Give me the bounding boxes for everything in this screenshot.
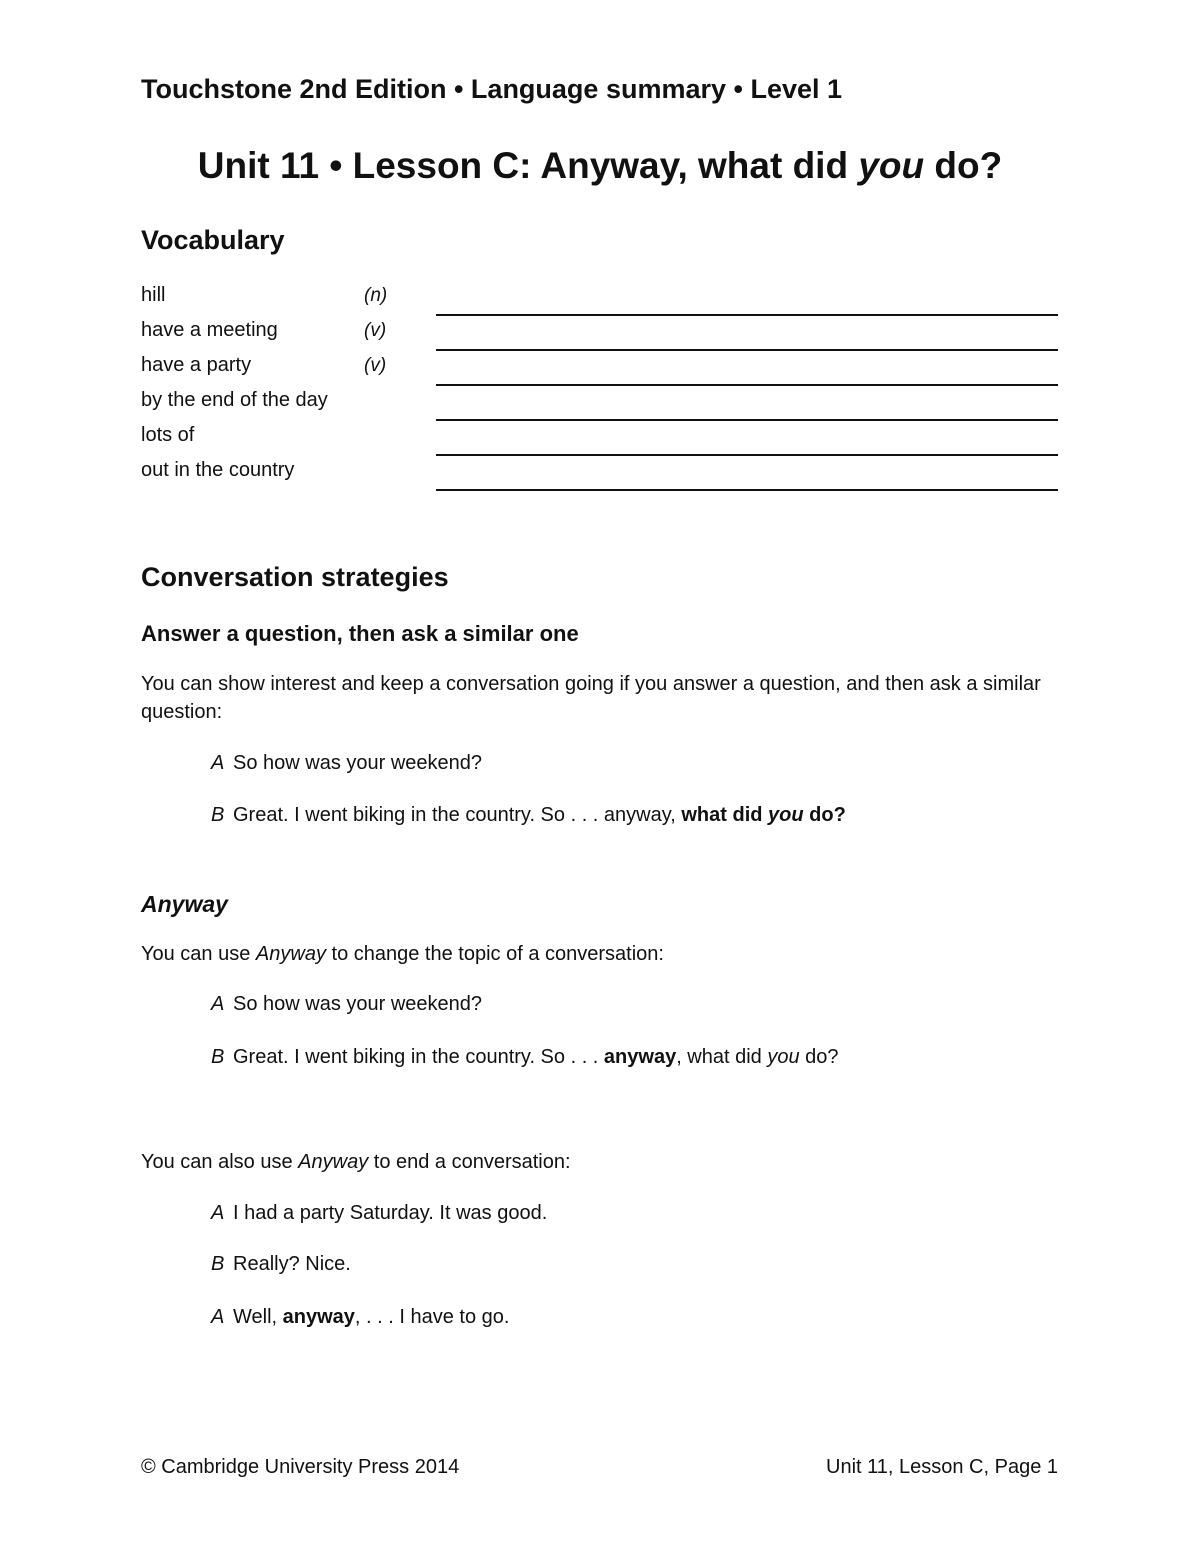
vocab-term: by the end of the day: [141, 389, 328, 411]
dialogue-bold-text: do?: [803, 804, 846, 826]
dialogue-bold-text: anyway: [282, 1306, 355, 1328]
dialogue-text: , what did: [676, 1046, 768, 1068]
intro-text: You can also use: [141, 1151, 299, 1173]
speaker-label: B: [211, 804, 225, 826]
vocab-term: hill: [141, 284, 166, 306]
dialogue-line: [211, 752, 482, 775]
dialogue-line: [211, 1306, 509, 1329]
title-part-1: Unit 11 • Lesson C: Anyway, what did: [197, 145, 859, 186]
dialogue-text: , . . . I have to go.: [354, 1306, 510, 1328]
dialogue-text: So how was your weekend?: [233, 993, 483, 1015]
footer-copyright: © Cambridge University Press 2014: [141, 1456, 460, 1478]
vocab-part-of-speech: (v): [364, 355, 387, 376]
vocab-term: out in the country: [141, 459, 295, 481]
dialogue-line: [211, 1253, 351, 1276]
dialogue-text: Great. I went biking in the country. So . . .: [233, 1046, 604, 1068]
dialogue-line: [211, 804, 846, 827]
strategy-2-heading: Anyway: [141, 891, 228, 917]
vocabulary-heading: Vocabulary: [141, 225, 285, 255]
speaker-label: A: [211, 1306, 225, 1328]
footer-page-reference: Unit 11, Lesson C, Page 1: [826, 1456, 1058, 1478]
running-head: Touchstone 2nd Edition • Language summary • Level 1: [141, 74, 843, 104]
vocab-part-of-speech: (n): [364, 285, 388, 306]
speaker-label: B: [211, 1253, 225, 1275]
dialogue-line: [211, 993, 482, 1016]
conversation-strategies-heading: Conversation strategies: [141, 562, 449, 592]
intro-italic-text: Anyway: [298, 1151, 369, 1173]
dialogue-line: [211, 1202, 547, 1225]
vocab-term: have a meeting: [141, 319, 278, 341]
vocab-answer-line[interactable]: [436, 349, 1058, 351]
speaker-label: A: [211, 993, 225, 1015]
intro-text: You can use: [141, 943, 256, 965]
dialogue-text: do?: [799, 1046, 839, 1068]
dialogue-bold-text: what did: [681, 804, 769, 826]
dialogue-text: I had a party Saturday. It was good.: [233, 1202, 548, 1224]
dialogue-text: Great. I went biking in the country. So . . . anyway,: [233, 804, 682, 826]
strategy-2-intro: [141, 940, 664, 968]
strategy-1-intro: You can show interest and keep a conversation going if you answer a question, and then ask a similar question:: [141, 673, 1041, 723]
intro-text: to end a conversation:: [368, 1151, 571, 1173]
strategy-2-intro-2: [141, 1148, 571, 1176]
speaker-label: A: [211, 752, 225, 774]
dialogue-bold-italic-text: you: [768, 804, 804, 826]
intro-text: to change the topic of a conversation:: [325, 943, 664, 965]
page-title: [0, 145, 1200, 187]
vocab-answer-line[interactable]: [436, 314, 1058, 316]
vocab-term: lots of: [141, 424, 195, 446]
dialogue-line: [211, 1046, 839, 1069]
speaker-label: A: [211, 1202, 225, 1224]
dialogue-text: Really? Nice.: [233, 1253, 351, 1275]
title-emphasis: you: [858, 145, 925, 186]
title-part-2: do?: [924, 145, 1003, 186]
speaker-label: B: [211, 1046, 225, 1068]
vocab-term: have a party: [141, 354, 252, 376]
intro-italic-text: Anyway: [255, 943, 326, 965]
dialogue-italic-text: you: [767, 1046, 800, 1068]
dialogue-text: So how was your weekend?: [233, 752, 483, 774]
vocab-answer-line[interactable]: [436, 384, 1058, 386]
vocab-answer-line[interactable]: [436, 454, 1058, 456]
vocab-answer-line[interactable]: [436, 489, 1058, 491]
vocab-part-of-speech: (v): [364, 320, 387, 341]
strategy-1-heading: Answer a question, then ask a similar one: [141, 621, 579, 646]
vocab-answer-line[interactable]: [436, 419, 1058, 421]
dialogue-bold-text: anyway: [603, 1046, 677, 1068]
dialogue-text: Well,: [233, 1306, 283, 1328]
